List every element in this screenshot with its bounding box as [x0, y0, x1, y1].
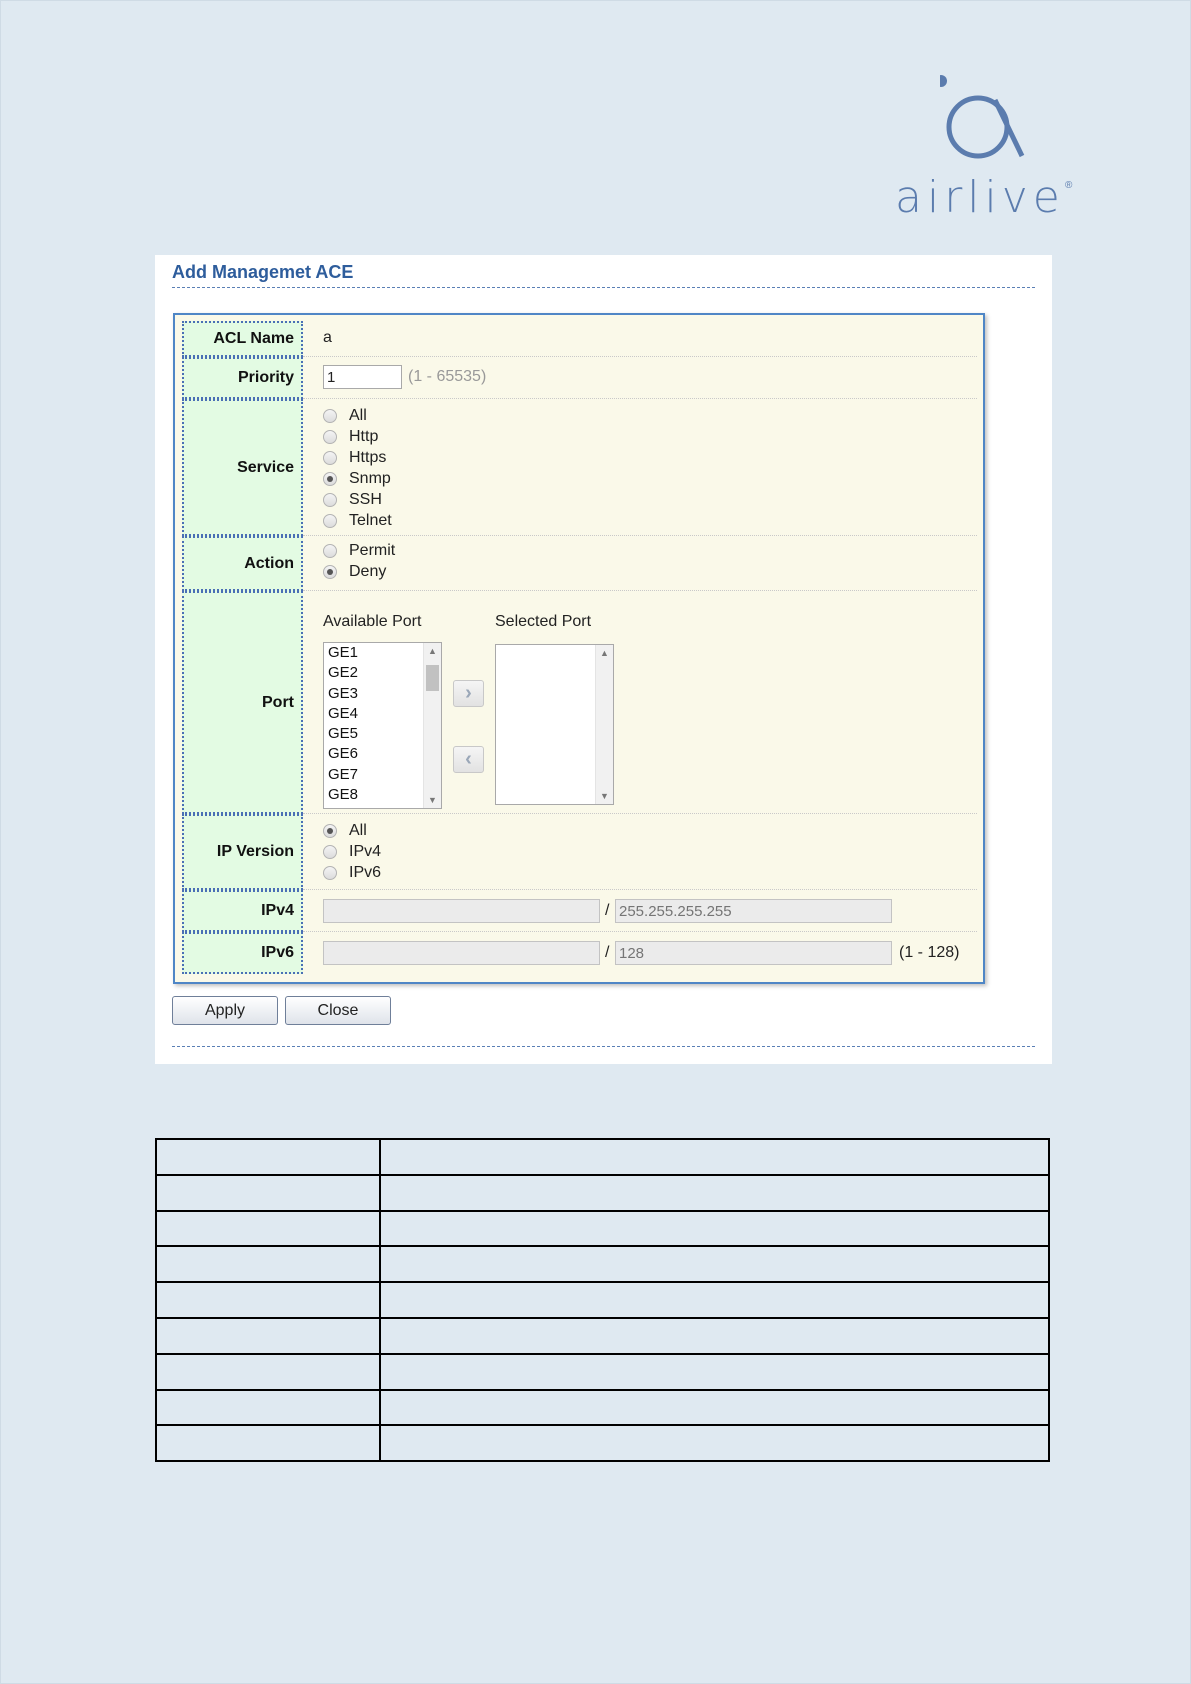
row-ipv4: [175, 890, 983, 932]
radio-label: All: [349, 407, 367, 424]
service-option-http[interactable]: [323, 427, 378, 447]
acl-name-label: ACL Name: [182, 321, 303, 357]
radio-label: Snmp: [349, 470, 391, 487]
radio-button[interactable]: [323, 866, 337, 880]
radio-label: IPv6: [349, 864, 382, 881]
ipv6-label: IPv6: [182, 932, 303, 974]
table-row: [156, 1246, 1049, 1282]
ipv4-mask-input[interactable]: [615, 899, 892, 923]
available-port-label: Available Port: [323, 613, 422, 630]
chevron-left-icon: ‹: [465, 748, 472, 770]
table-row: [156, 1282, 1049, 1318]
priority-label: Priority: [182, 357, 303, 399]
row-service: [175, 399, 983, 536]
ip-version-radio-group: [323, 814, 983, 890]
remove-port-button[interactable]: [453, 746, 484, 773]
ipv6-prefix-input[interactable]: [615, 941, 892, 965]
ipv4-address-input[interactable]: [323, 899, 600, 923]
radio-label: All: [349, 822, 367, 839]
radio-label: Deny: [349, 563, 387, 580]
radio-label: IPv4: [349, 843, 382, 860]
table-row: [156, 1175, 1049, 1211]
ace-form: [173, 313, 985, 984]
radio-label: Http: [349, 428, 379, 445]
table-row: [156, 1139, 1049, 1175]
table-row: [156, 1318, 1049, 1354]
port-option[interactable]: GE2: [328, 664, 359, 682]
add-management-ace-panel: [155, 255, 1052, 1064]
table-row: [156, 1354, 1049, 1390]
port-option[interactable]: GE8: [328, 786, 359, 804]
apply-button[interactable]: Apply: [172, 996, 278, 1025]
logo-mark-icon: [940, 72, 1060, 172]
ipv4-label: IPv4: [182, 890, 303, 932]
chevron-right-icon: ›: [465, 682, 472, 704]
service-option-ssh[interactable]: [323, 490, 382, 510]
title-divider: [172, 287, 1035, 288]
ipv6-address-input[interactable]: [323, 941, 600, 965]
row-acl-name: [175, 321, 983, 357]
ip-version-option-ipv6[interactable]: [323, 863, 381, 883]
action-option-permit[interactable]: [323, 541, 395, 561]
table-row: [156, 1425, 1049, 1461]
port-option[interactable]: GE1: [328, 644, 359, 661]
port-option[interactable]: GE5: [328, 725, 359, 743]
selected-port-scrollbar[interactable]: [595, 645, 613, 804]
scroll-thumb[interactable]: [426, 665, 439, 691]
radio-button-selected[interactable]: [323, 565, 337, 579]
port-option[interactable]: GE3: [328, 684, 359, 702]
acl-name-value: a: [323, 329, 332, 346]
radio-label: Permit: [349, 542, 396, 559]
radio-button[interactable]: [323, 544, 337, 558]
service-option-snmp[interactable]: [323, 469, 391, 489]
scroll-up-icon[interactable]: ▲: [600, 648, 609, 658]
action-option-deny[interactable]: [323, 562, 386, 582]
airlive-logo: [895, 72, 1080, 232]
radio-button[interactable]: [323, 409, 337, 423]
registered-mark: ®: [1065, 180, 1073, 191]
row-priority: [175, 357, 983, 399]
table-row: [156, 1211, 1049, 1247]
available-port-list[interactable]: [323, 642, 442, 809]
port-option[interactable]: GE6: [328, 745, 359, 763]
radio-label: SSH: [349, 491, 382, 508]
ip-version-option-ipv4[interactable]: [323, 842, 381, 862]
available-port-scrollbar[interactable]: [423, 643, 441, 808]
service-radio-group: [323, 399, 983, 536]
radio-button-selected[interactable]: [323, 472, 337, 486]
ip-version-label: IP Version: [182, 814, 303, 890]
bottom-divider: [172, 1046, 1035, 1047]
scroll-down-icon[interactable]: ▼: [428, 795, 437, 805]
service-label: Service: [182, 399, 303, 536]
radio-button[interactable]: [323, 845, 337, 859]
scroll-up-icon[interactable]: ▲: [428, 646, 437, 656]
selected-port-list[interactable]: [495, 644, 614, 805]
port-option[interactable]: GE7: [328, 765, 359, 783]
table-row: [156, 1390, 1049, 1426]
selected-port-label: Selected Port: [495, 613, 592, 630]
ip-version-option-all[interactable]: [323, 821, 367, 841]
action-label: Action: [182, 536, 303, 591]
radio-label: Https: [349, 449, 387, 466]
row-port: [175, 591, 983, 814]
priority-hint: (1 - 65535): [408, 368, 487, 385]
radio-label: Telnet: [349, 512, 392, 529]
panel-title: Add Managemet ACE: [172, 262, 354, 282]
ipv6-separator: /: [605, 944, 610, 961]
port-option[interactable]: GE4: [328, 704, 359, 722]
port-label: Port: [182, 591, 303, 814]
radio-button-selected[interactable]: [323, 824, 337, 838]
row-ipv6: [175, 932, 983, 974]
service-option-all[interactable]: [323, 406, 367, 426]
radio-button[interactable]: [323, 514, 337, 528]
action-radio-group: [323, 536, 983, 591]
ipv6-hint: (1 - 128): [899, 944, 960, 961]
parameter-table: [155, 1138, 1050, 1462]
radio-button[interactable]: [323, 451, 337, 465]
brand-name: airlive: [895, 172, 1065, 223]
row-ip-version: [175, 814, 983, 890]
service-option-https[interactable]: [323, 448, 386, 468]
scroll-down-icon[interactable]: ▼: [600, 791, 609, 801]
row-action: [175, 536, 983, 591]
radio-button[interactable]: [323, 493, 337, 507]
radio-button[interactable]: [323, 430, 337, 444]
close-button[interactable]: Close: [285, 996, 391, 1025]
service-option-telnet[interactable]: [323, 511, 392, 531]
priority-input[interactable]: [323, 365, 402, 389]
add-port-button[interactable]: [453, 680, 484, 707]
ipv4-separator: /: [605, 902, 610, 919]
